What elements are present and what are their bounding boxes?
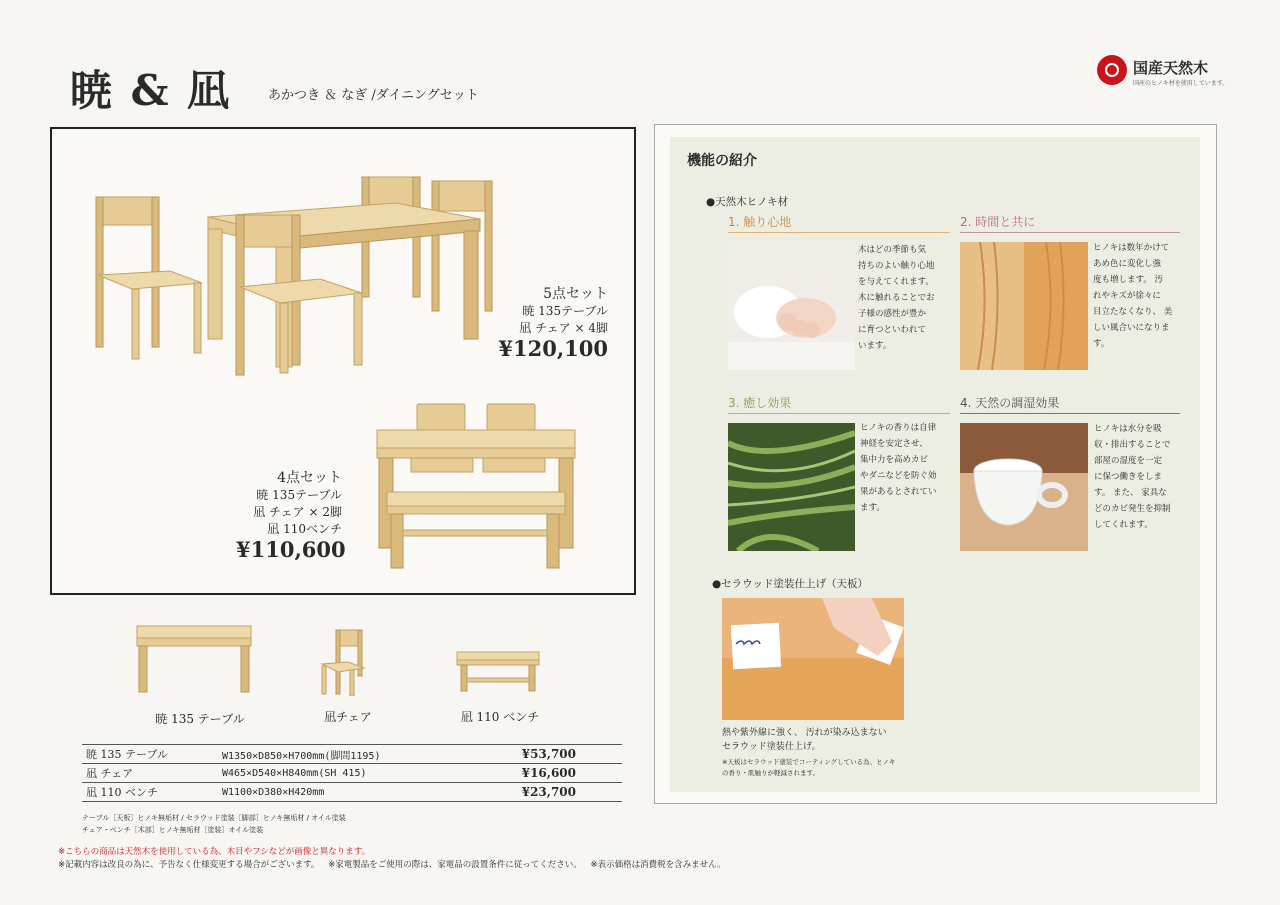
material-notes bbox=[82, 812, 346, 836]
footer-note-red: ※こちらの商品は天然木を使用している為、木目やフシなどが画像と異なります。 bbox=[58, 847, 371, 857]
set-name: 4点セット bbox=[277, 470, 342, 486]
spec-dims: W465×D540×H840mm(SH 415) bbox=[218, 764, 496, 783]
spec-dims: W1100×D380×H420mm bbox=[218, 783, 496, 802]
set-name: 5点セット bbox=[543, 286, 608, 302]
set-item: 凪 チェア × 4脚 bbox=[519, 321, 608, 335]
set-price: ¥110,600 bbox=[236, 537, 346, 562]
logo-name: 国産天然木 bbox=[1133, 59, 1209, 77]
feature-heading: 3. 癒し効果 bbox=[728, 394, 950, 414]
features-title: 機能の紹介 bbox=[687, 153, 757, 169]
set-item: 凪 110ベンチ bbox=[267, 522, 342, 536]
logo-tagline: 国産のヒノキ材を使用しています。 bbox=[1133, 80, 1229, 87]
spec-name: 凪 チェア bbox=[82, 764, 218, 783]
set-price: ¥120,100 bbox=[498, 336, 608, 361]
table-icon bbox=[135, 624, 253, 694]
spec-price: ¥16,600 bbox=[496, 764, 622, 783]
feature-body: ヒノキは数年かけて あめ色に変化し強 度も増します。 汚 れやキズが徐々に 目立たなくなり、 美 しい風合いになりま す。 bbox=[1093, 243, 1173, 349]
table-row bbox=[82, 764, 622, 783]
chair-left bbox=[96, 197, 202, 359]
baby-hand-photo bbox=[728, 242, 855, 370]
footer-note: ※記載内容は改良の為に、予告なく仕様変更する場合がございます。 bbox=[58, 860, 320, 870]
section-heading: ●天然木ヒノキ材 bbox=[706, 196, 789, 208]
four-piece-set-info bbox=[236, 470, 346, 562]
brand-logo bbox=[1097, 53, 1237, 93]
coating-body: 熱や紫外線に強く、 汚れが染み込まない セラウッド塗装仕上げ。 bbox=[722, 728, 887, 752]
coating-wipe-photo bbox=[722, 598, 904, 720]
spec-dims: W1350×D850×H700mm(脚間1195) bbox=[218, 745, 496, 764]
feature-body: ヒノキの香りは自律 神経を安定させ、 集中力を高めカビ やダニなどを防ぐ効 果があるとされてい ます。 bbox=[860, 423, 937, 513]
set-item: 凪 チェア × 2脚 bbox=[253, 505, 342, 519]
footer-notes bbox=[58, 846, 726, 872]
set-item: 暁 135テーブル bbox=[522, 304, 608, 318]
feature-body: 木はどの季節も気 持ちのよい触り心地 を与えてくれます。 木に触れることでお 子様の感性が豊か に育つといわれて います。 bbox=[858, 245, 935, 351]
footer-note: ※家電製品をご使用の際は、家電品の設置条件に従ってください。 bbox=[328, 860, 582, 870]
page-title: 暁 & 凪 bbox=[70, 66, 232, 115]
spec-price: ¥53,700 bbox=[496, 745, 622, 764]
spec-name: 暁 135 テーブル bbox=[82, 745, 218, 764]
feature-heading: 1. 触り心地 bbox=[728, 213, 950, 233]
feature-body: ヒノキは水分を吸 収・排出することで 部屋の湿度を一定 に保つ働きをしま す。 また、 家具な どのカビ発生を抑制 してくれます。 bbox=[1094, 424, 1171, 530]
product-label: 暁 135 テーブル bbox=[155, 712, 245, 726]
spec-name: 凪 110 ベンチ bbox=[82, 783, 218, 802]
five-piece-set-image bbox=[80, 175, 510, 385]
table-row bbox=[82, 745, 622, 764]
material-note: テーブル［天板］ヒノキ無垢材 / セラウッド塗装［脚部］ヒノキ無垢材 / オイル塗装 bbox=[82, 814, 346, 822]
four-piece-set-image bbox=[375, 402, 580, 572]
chair-icon bbox=[318, 628, 368, 696]
footer-note: ※表示価格は消費税を含みません。 bbox=[590, 860, 726, 870]
feature-heading: 2. 時間と共に bbox=[960, 213, 1180, 233]
page-subtitle: あかつき ＆ なぎ /ダイニングセット bbox=[268, 88, 479, 103]
feature-heading: 4. 天然の調湿効果 bbox=[960, 394, 1180, 414]
spec-price: ¥23,700 bbox=[496, 783, 622, 802]
coffee-cup-photo bbox=[960, 423, 1088, 551]
wood-grain-photo bbox=[960, 242, 1088, 370]
set-item: 暁 135テーブル bbox=[256, 488, 342, 502]
coating-note: ※天板はセラウッド塗装でコーティングしている為、ヒノキ の香り・肌触りが軽減されます。 bbox=[722, 758, 896, 777]
spec-table bbox=[82, 744, 622, 802]
material-note: チェア・ベンチ［木部］ヒノキ無垢材［塗装］オイル塗装 bbox=[82, 826, 264, 834]
product-label: 凪 110 ベンチ bbox=[460, 710, 540, 724]
bench-icon bbox=[455, 650, 541, 692]
logo-mark-icon bbox=[1097, 55, 1127, 85]
section-heading: ●セラウッド塗装仕上げ（天板） bbox=[712, 578, 868, 590]
product-label: 凪チェア bbox=[324, 710, 372, 724]
five-piece-set-info bbox=[470, 286, 608, 361]
table-row bbox=[82, 783, 622, 802]
cypress-leaves-photo bbox=[728, 423, 855, 551]
